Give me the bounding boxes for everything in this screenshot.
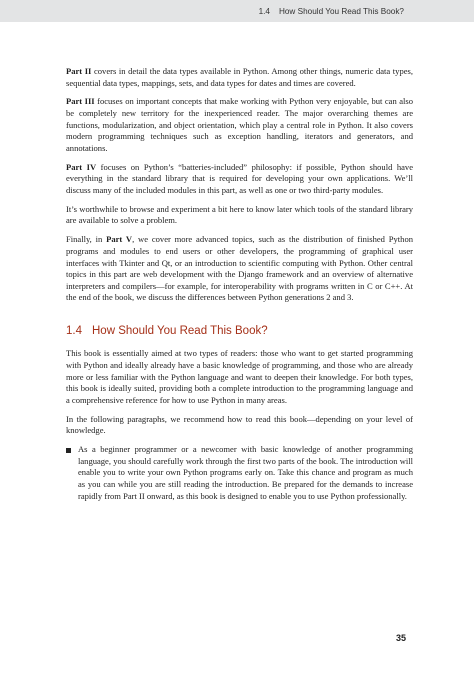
part-iii-lead: Part III <box>66 96 95 107</box>
part-iv-text: focuses on Python’s “batteries-included” philosophy: if possible, Python should have everything in the standard library that is required for developing your own applications. We’ll discuss many of the included modules in this part, as well as one or two third-party modules. <box>66 161 413 195</box>
paragraph-readers: This book is essentially aimed at two types of readers: those who want to get started programming with Python and ideally already have a basic knowledge of programming, and those who are already more or less familiar with the Python language and want to deepen their knowledge. For both types, this book is ideally suited, providing both a complete introduction to the programming language and a comprehensive reference for how to use Python in many areas. <box>66 348 413 405</box>
page-number: 35 <box>395 633 406 643</box>
part-ii-lead: Part II <box>66 66 92 76</box>
section-title: How Should You Read This Book? <box>92 324 268 337</box>
paragraph-following: In the following paragraphs, we recommend how to read this book—depending on your level of knowledge. <box>66 413 413 436</box>
bullet-list <box>66 444 413 502</box>
list-item <box>66 444 413 502</box>
part-v-before: Finally, in <box>66 234 107 245</box>
section-heading <box>66 324 413 338</box>
running-head-title: How Should You Read This Book? <box>278 7 404 16</box>
part-iv-lead: Part IV <box>66 161 97 172</box>
running-head-text <box>259 7 404 16</box>
part-v-text: , we cover more advanced topics, such as the distribution of finished Python programs and modules to end users or other developers, the programming of graphical user interfaces with Tkinter and Qt, or an introduction to scientific computing with Python. Other central topics in this part are web development with the Django framework and an overview of alternative interpreters and compilers—for example, for interoperability with programs written in C or C++. At the end of the book, we discuss the differences between Python generations 2 and 3. <box>66 234 413 303</box>
paragraph-part-iv <box>66 162 413 197</box>
running-head-section-number: 1.4 <box>258 7 270 16</box>
paragraph-part-v <box>66 234 413 304</box>
square-bullet-icon <box>66 448 71 453</box>
section-number: 1.4 <box>66 324 82 337</box>
part-ii-text: covers in detail the data types available in Python. Among other things, numeric data types, sequential data types, mappings, sets, and data types for dates and times are covered. <box>66 66 413 88</box>
paragraph-part-iii <box>66 96 413 154</box>
part-iii-text: focuses on important concepts that make working with Python very enjoyable, but can also be completely new territory for the inexperienced reader. The major overarching themes are functions, modularization, and object orientation, which play a central role in Python. It also covers modern programming techniques such as exception handling, iterators and generators, and annotations. <box>66 96 414 153</box>
running-head <box>0 0 474 22</box>
paragraph-part-ii <box>66 66 413 89</box>
part-v-lead: Part V <box>106 234 133 245</box>
bullet-text: As a beginner programmer or a newcomer with basic knowledge of another programming language, you should carefully work through the first two parts of the book. The introduction will enable you to write your own Python programs early on. Take this chance and program as much as you can while you are still reading the introduction. Be prepared for the demands to increase rapidly from Part II onward, as this book is designed to enable you to use Python professionally. <box>78 444 413 501</box>
paragraph-browse: It’s worthwhile to browse and experiment a bit here to know later which tools of the standard library are available to solve a problem. <box>66 203 413 226</box>
page-body <box>66 66 413 502</box>
